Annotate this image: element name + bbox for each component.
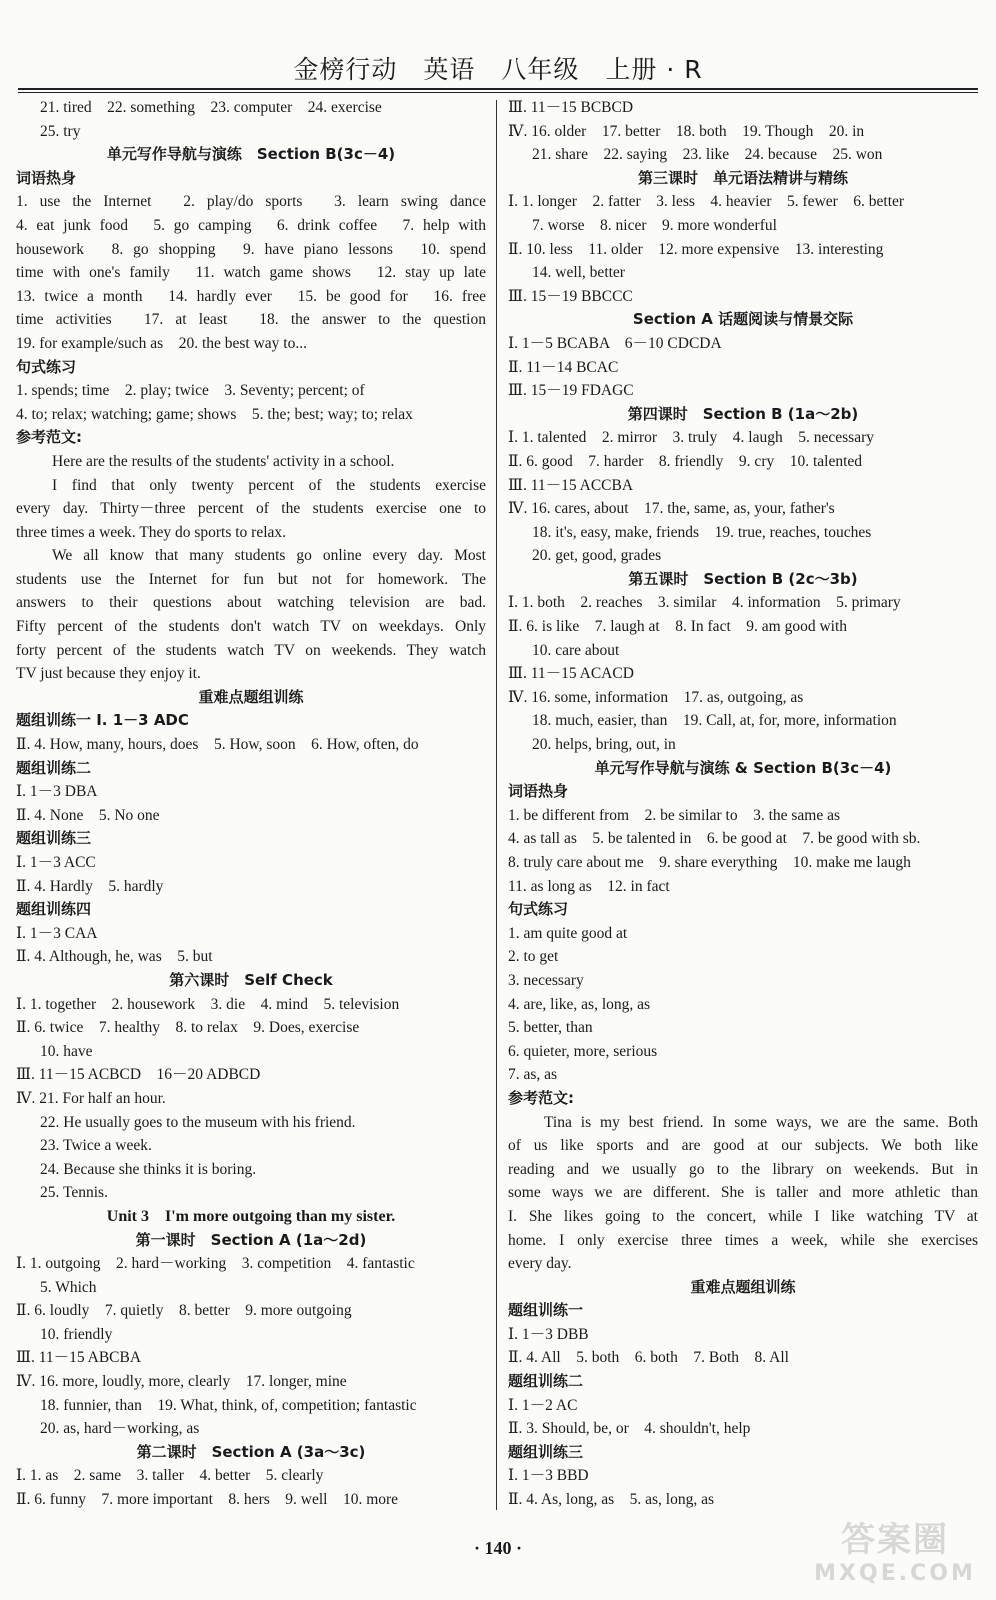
section-heading: Section A 话题阅读与情景交际 — [632, 310, 854, 329]
section-heading: 重难点题组训练 — [198, 687, 304, 706]
section-heading: 题组训练一 Ⅰ. 1－3 ADC — [16, 711, 189, 730]
section-heading: 题组训练一 — [508, 1301, 584, 1320]
answer-line: 2. to get — [508, 948, 559, 966]
answer-line: Ⅱ. 3. Should, be, or 4. shouldn't, help — [508, 1420, 751, 1438]
answer-line: 4. as tall as 5. be talented in 6. be good at 7. be good with sb. — [508, 830, 921, 848]
answer-line: Ⅱ. 4. As, long, as 5. as, long, as — [508, 1491, 715, 1509]
column-divider — [496, 100, 497, 1510]
answer-line: 10. have — [40, 1042, 93, 1060]
answer-line: Ⅳ. 16. more, loudly, more, clearly 17. longer, mine — [16, 1373, 347, 1391]
watermark-text: 答案圈 — [841, 1520, 949, 1560]
answer-line: Ⅱ. 4. Hardly 5. hardly — [16, 877, 164, 895]
answer-line: Ⅱ. 6. loudly 7. quietly 8. better 9. more outgoing — [16, 1302, 352, 1320]
answer-line: 22. He usually goes to the museum with his friend. — [40, 1113, 356, 1131]
answer-line: Ⅱ. 11－14 BCAC — [508, 358, 619, 376]
answer-line: Ⅰ. 1－3 DBA — [16, 783, 98, 801]
answer-line: 11. as long as 12. in fact — [508, 877, 670, 895]
header-rule — [18, 88, 978, 90]
answer-line: Ⅳ. 16. older 17. better 18. both 19. Though 20. in — [508, 122, 865, 140]
answer-line: Ⅱ. 4. All 5. both 6. both 7. Both 8. All — [508, 1349, 789, 1367]
answer-line: Fifty percent of the students don't watch TV on weekdays. Only — [16, 618, 486, 636]
answer-line: Ⅰ. 1－3 BBD — [508, 1467, 589, 1485]
answer-line: Ⅱ. 6. funny 7. more important 8. hers 9. well 10. more — [16, 1491, 399, 1509]
answer-line: every day. — [508, 1255, 572, 1273]
answer-line: Ⅰ. 1－5 BCABA 6－10 CDCDA — [508, 334, 722, 352]
answer-line: 1. spends; time 2. play; twice 3. Seventy; percent; of — [16, 382, 365, 400]
section-heading: 题组训练二 — [508, 1372, 584, 1391]
answer-line: Here are the results of the students' activity in a school. — [52, 452, 395, 470]
section-heading: 单元写作导航与演练 & Section B(3c－4) — [594, 758, 892, 777]
answer-line: 5. Which — [40, 1278, 97, 1296]
section-heading: 句式练习 — [16, 357, 77, 376]
answer-line: Ⅲ. 11－15 BCBCD — [508, 99, 634, 116]
answer-line: Ⅰ. 1. as 2. same 3. taller 4. better 5. clearly — [16, 1467, 324, 1485]
section-heading: 第五课时 Section B (2c～3b) — [628, 569, 858, 588]
answer-line: 10. friendly — [40, 1325, 113, 1343]
section-heading: 参考范文: — [16, 428, 82, 447]
answer-line: 10. care about — [532, 641, 620, 659]
answer-line: 1. use the Internet 2. play/do sports 3. learn swing dance — [16, 193, 486, 211]
answer-line: some ways we are different. She is taller and more athletic than — [508, 1184, 978, 1202]
answer-line: Ⅰ. 1. both 2. reaches 3. similar 4. information 5. primary — [508, 594, 901, 612]
answer-line: 1. be different from 2. be similar to 3. the same as — [508, 806, 841, 824]
answer-line: reading and we usually go to the library on weekends. But in — [508, 1160, 978, 1178]
section-heading: 第三课时 单元语法精讲与精练 — [637, 168, 848, 187]
answer-line: Ⅱ. 6. twice 7. healthy 8. to relax 9. Does, exercise — [16, 1019, 360, 1037]
watermark-url: MXQE.COM — [814, 1561, 976, 1586]
header-rule-thin — [18, 92, 978, 93]
answer-line: of us like sports and are good at our subjects. We both like — [508, 1137, 978, 1155]
answer-line: 3. necessary — [508, 971, 584, 989]
answer-line: 19. for example/such as 20. the best way to... — [16, 334, 307, 352]
answer-line: Ⅱ. 10. less 11. older 12. more expensive 13. interesting — [508, 240, 884, 258]
section-heading: 词语热身 — [16, 168, 77, 187]
answer-line: Ⅲ. 11－15 ACCBA — [508, 476, 634, 494]
answer-line: 7. as, as — [508, 1066, 558, 1084]
answer-line: 24. Because she thinks it is boring. — [40, 1160, 257, 1178]
section-heading: 题组训练三 — [508, 1442, 584, 1461]
answer-line: 4. are, like, as, long, as — [508, 995, 651, 1013]
answer-line: Ⅰ. 1. together 2. housework 3. die 4. mind 5. television — [16, 995, 400, 1013]
answer-line: Ⅱ. 6. good 7. harder 8. friendly 9. cry 10. talented — [508, 452, 863, 470]
answer-line: students use the Internet for fun but not for homework. The — [16, 570, 486, 588]
answer-line: I. She likes going to the concert, while I like watching TV at — [508, 1207, 978, 1225]
answer-line: 20. as, hard－working, as — [40, 1420, 200, 1438]
answer-line: Ⅱ. 4. How, many, hours, does 5. How, soon 6. How, often, do — [16, 736, 419, 754]
answer-line: 21. share 22. saying 23. like 24. because 25. won — [532, 146, 883, 164]
answer-line: Ⅱ. 4. None 5. No one — [16, 806, 160, 824]
answer-line: Ⅲ. 11－15 ABCBA — [16, 1349, 142, 1367]
answer-line: every day. Thirty－three percent of the students exercise one to — [16, 500, 486, 518]
answer-line: Ⅰ. 1－3 CAA — [16, 924, 98, 942]
section-heading: 第二课时 Section A (3a～3c) — [136, 1442, 366, 1461]
page-number: · 140 · — [473, 1538, 522, 1558]
answer-line: Ⅳ. 16. some, information 17. as, outgoing, as — [508, 688, 804, 706]
answer-line: Ⅲ. 11－15 ACBCD 16－20 ADBCD — [16, 1066, 261, 1084]
answer-line: 20. get, good, grades — [532, 547, 662, 565]
answer-line: home. I only exercise three times a week, while she exercises — [508, 1231, 978, 1249]
left-column — [16, 96, 486, 1512]
answer-line: Ⅰ. 1. outgoing 2. hard－working 3. competition 4. fantastic — [16, 1255, 415, 1273]
answer-line: housework 8. go shopping 9. have piano lessons 10. spend — [16, 240, 486, 258]
answer-line: 23. Twice a week. — [40, 1137, 152, 1155]
answer-line: 14. well, better — [532, 264, 625, 282]
answer-line: three times a week. They do sports to relax. — [16, 523, 287, 541]
book-title: 金榜行动 英语 八年级 上册 · R — [293, 55, 703, 84]
answer-line: Ⅲ. 11－15 ACACD — [508, 665, 634, 683]
answer-line: 8. truly care about me 9. share everything 10. make me laugh — [508, 854, 911, 871]
answer-line: I find that only twenty percent of the students exercise — [52, 476, 486, 494]
answer-line: 18. much, easier, than 19. Call, at, for, more, information — [532, 712, 897, 730]
answer-line: Ⅱ. 4. Although, he, was 5. but — [16, 948, 213, 966]
section-heading: 第一课时 Section A (1a～2d) — [135, 1230, 367, 1249]
answer-line: 13. twice a month 14. hardly ever 15. be good for 16. free — [16, 287, 486, 305]
answer-line: Ⅲ. 15－19 BBCCC — [508, 287, 633, 305]
answer-line: 25. Tennis. — [40, 1184, 108, 1202]
answer-line: forty percent of the students watch TV on weekends. They watch — [16, 641, 486, 659]
answer-line: 6. quieter, more, serious — [508, 1042, 658, 1060]
answer-line: 20. helps, bring, out, in — [532, 736, 676, 754]
answer-line: Ⅳ. 16. cares, about 17. the, same, as, your, father's — [508, 500, 835, 518]
section-heading: 词语热身 — [508, 782, 569, 801]
answer-line: 4. eat junk food 5. go camping 6. drink coffee 7. help with — [16, 216, 486, 234]
answer-line: Ⅰ. 1－3 DBB — [508, 1325, 589, 1343]
section-heading: 第六课时 Self Check — [169, 970, 333, 989]
watermark-logo — [810, 1512, 980, 1592]
answer-line: Ⅰ. 1. longer 2. fatter 3. less 4. heavier 5. fewer 6. better — [508, 193, 905, 211]
answer-line: Unit 3 I'm more outgoing than my sister. — [106, 1207, 396, 1225]
right-column — [508, 96, 978, 1512]
answer-line: time with one's family 11. watch game shows 12. stay up late — [16, 264, 486, 282]
section-heading: 重难点题组训练 — [690, 1277, 796, 1296]
answer-line: Ⅰ. 1. talented 2. mirror 3. truly 4. laugh 5. necessary — [508, 429, 874, 447]
answer-line: 18. it's, easy, make, friends 19. true, reaches, touches — [532, 523, 872, 541]
section-heading: 句式练习 — [508, 900, 569, 919]
answer-line: We all know that many students go online every day. Most — [52, 547, 486, 565]
answer-line: 4. to; relax; watching; game; shows 5. the; best; way; to; relax — [16, 405, 413, 423]
section-heading: 单元写作导航与演练 Section B(3c－4) — [106, 145, 396, 164]
answer-line: time activities 17. at least 18. the answer to the question — [16, 311, 486, 329]
answer-line: Ⅰ. 1－2 AC — [508, 1396, 578, 1414]
answer-line: 18. funnier, than 19. What, think, of, competition; fantastic — [40, 1396, 417, 1414]
answer-line: Ⅰ. 1－3 ACC — [16, 854, 96, 871]
answer-line: Tina is my best friend. In some ways, we are the same. Both — [544, 1113, 978, 1131]
page-header — [0, 0, 996, 96]
answer-line: 1. am quite good at — [508, 924, 628, 942]
section-heading: 题组训练二 — [16, 758, 92, 777]
section-heading: 题组训练三 — [16, 829, 92, 848]
answer-line: TV just because they enjoy it. — [16, 665, 201, 683]
answer-line: answers to their questions about watching television are bad. — [16, 594, 486, 612]
section-heading: 参考范文: — [508, 1088, 574, 1107]
answer-line: 25. try — [40, 122, 81, 140]
answer-line: Ⅳ. 21. For half an hour. — [16, 1089, 166, 1107]
section-heading: 题组训练四 — [16, 900, 92, 919]
answer-line: 7. worse 8. nicer 9. more wonderful — [532, 216, 777, 234]
answer-line: 21. tired 22. something 23. computer 24. exercise — [40, 99, 382, 116]
answer-line: 5. better, than — [508, 1019, 593, 1037]
section-heading: 第四课时 Section B (1a～2b) — [627, 404, 859, 423]
answer-line: Ⅱ. 6. is like 7. laugh at 8. In fact 9. am good with — [508, 618, 847, 636]
answer-line: Ⅲ. 15－19 FDAGC — [508, 382, 634, 400]
